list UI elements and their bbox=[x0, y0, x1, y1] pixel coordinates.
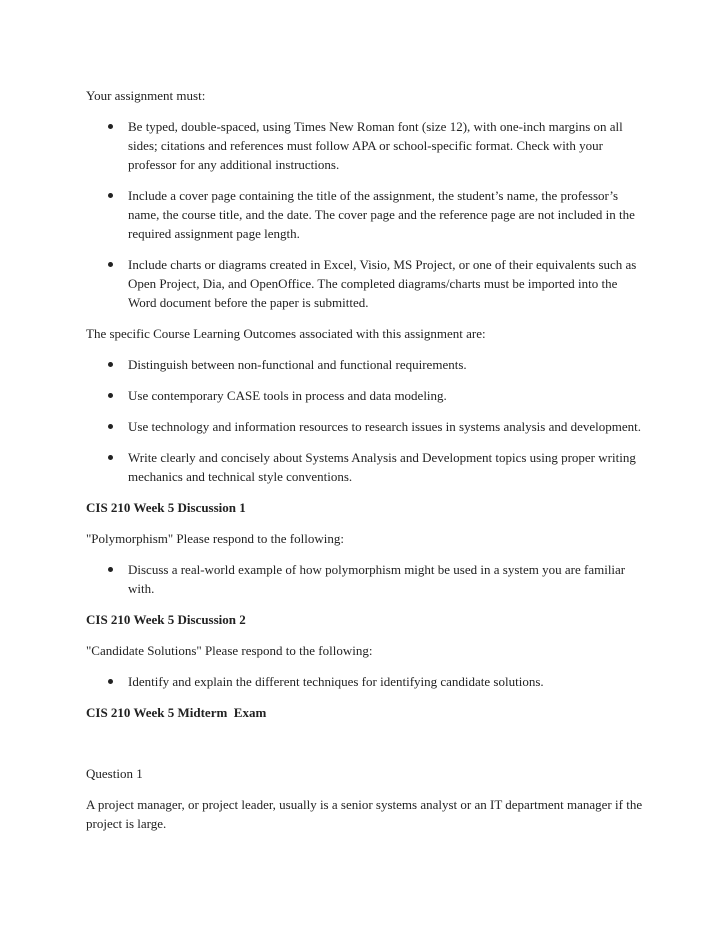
list-item bbox=[86, 186, 646, 243]
discussion1-prompt: "Polymorphism" Please respond to the following: bbox=[86, 531, 344, 546]
assignment-intro: Your assignment must: bbox=[86, 88, 206, 103]
list-item bbox=[86, 255, 646, 312]
question-text: A project manager, or project leader, usually is a senior systems analyst or an IT department manager if the project is large. bbox=[86, 797, 643, 831]
list-item bbox=[86, 417, 646, 436]
bullet-icon bbox=[108, 455, 113, 460]
bullet-icon bbox=[108, 424, 113, 429]
outcomes-intro: The specific Course Learning Outcomes associated with this assignment are: bbox=[86, 326, 486, 341]
bullet-icon bbox=[108, 124, 113, 129]
list-item-text: Identify and explain the different techniques for identifying candidate solutions. bbox=[128, 674, 544, 689]
list-item-text: Include a cover page containing the title of the assignment, the student’s name, the professor’s name, the course title, and the date. The cover page and the reference page are not included in the required assignment page length. bbox=[128, 188, 635, 241]
discussion2-list bbox=[86, 672, 646, 691]
bullet-icon bbox=[108, 679, 113, 684]
assignment-requirements-list bbox=[86, 117, 646, 312]
bullet-icon bbox=[108, 193, 113, 198]
list-item-text: Distinguish between non-functional and functional requirements. bbox=[128, 357, 467, 372]
list-item-text: Be typed, double-spaced, using Times New Roman font (size 12), with one-inch margins on all sides; citations and references must follow APA or school-specific format. Check with your professor for any additional instructions. bbox=[128, 119, 623, 172]
discussion1-heading: CIS 210 Week 5 Discussion 1 bbox=[86, 500, 246, 515]
list-item bbox=[86, 448, 646, 486]
list-item bbox=[86, 117, 646, 174]
document-page bbox=[86, 86, 646, 845]
list-item-text: Write clearly and concisely about Systems Analysis and Development topics using proper writing mechanics and technical style conventions. bbox=[128, 450, 636, 484]
list-item-text: Use technology and information resources to research issues in systems analysis and development. bbox=[128, 419, 642, 434]
bullet-icon bbox=[108, 567, 113, 572]
discussion2-heading: CIS 210 Week 5 Discussion 2 bbox=[86, 612, 246, 627]
midterm-heading: CIS 210 Week 5 Midterm Exam bbox=[86, 705, 267, 720]
list-item-text: Include charts or diagrams created in Excel, Visio, MS Project, or one of their equivalents such as Open Project, Dia, and OpenOffice. The completed diagrams/charts must be imported into the Word document before the paper is submitted. bbox=[128, 257, 637, 310]
bullet-icon bbox=[108, 393, 113, 398]
list-item bbox=[86, 672, 646, 691]
question-label: Question 1 bbox=[86, 766, 143, 781]
discussion2-prompt: "Candidate Solutions" Please respond to the following: bbox=[86, 643, 373, 658]
list-item bbox=[86, 386, 646, 405]
blank-space bbox=[86, 734, 646, 764]
discussion1-list bbox=[86, 560, 646, 598]
bullet-icon bbox=[108, 362, 113, 367]
list-item-text: Discuss a real-world example of how polymorphism might be used in a system you are familiar with. bbox=[128, 562, 626, 596]
bullet-icon bbox=[108, 262, 113, 267]
list-item bbox=[86, 560, 646, 598]
outcomes-list bbox=[86, 355, 646, 486]
list-item-text: Use contemporary CASE tools in process and data modeling. bbox=[128, 388, 447, 403]
list-item bbox=[86, 355, 646, 374]
